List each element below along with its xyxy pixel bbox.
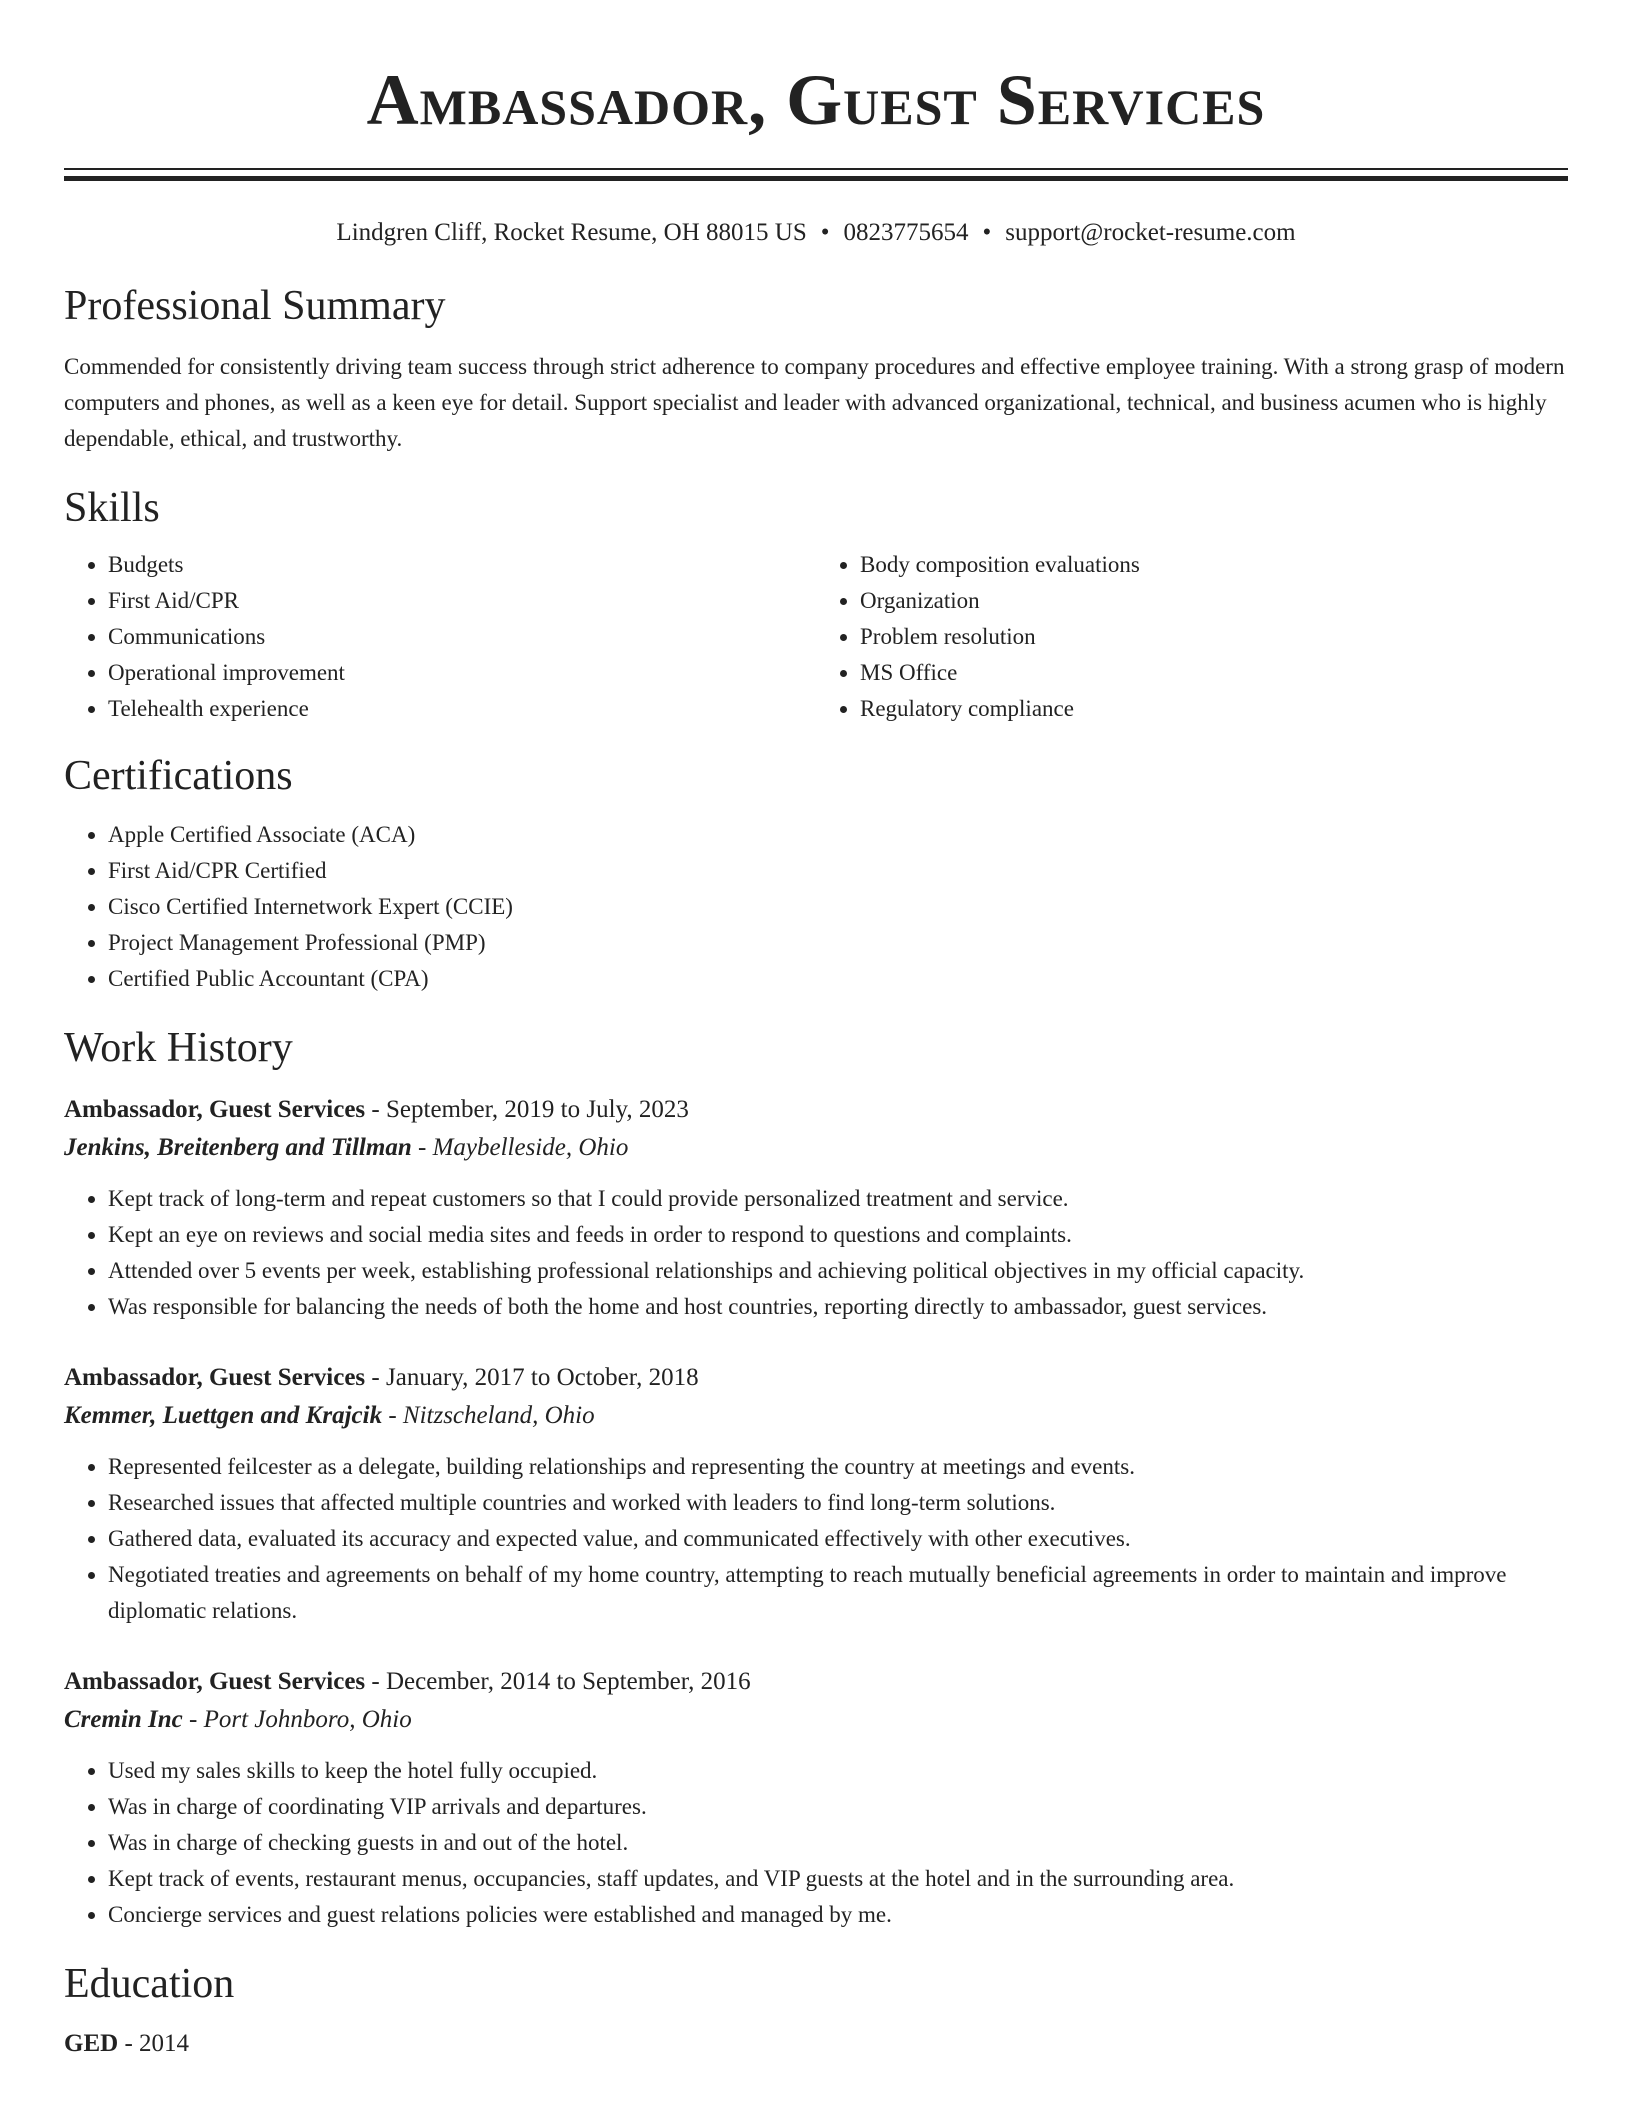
contact-address: Lindgren Cliff, Rocket Resume, OH 88015 US [336,219,807,246]
skill-item: • First Aid/CPR [108,583,816,619]
job-dash: - [365,1668,386,1695]
education-section [64,1959,1568,2063]
education-year: 2014 [139,2030,190,2057]
education-dash: - [118,2030,140,2057]
job-dash: - [365,1096,386,1123]
job-bullet: • Represented feilcester as a delegate, building relationships and representing the country at meetings and events. [108,1449,1568,1485]
job-dash: - [365,1364,386,1391]
job-header [64,1091,1568,1129]
job-header [64,1663,1568,1701]
skills-list-right [816,547,1568,727]
certifications-list [64,817,1568,997]
job-dash: - [382,1402,403,1429]
skill-item: • Regulatory compliance [860,691,1568,727]
job-company: Kemmer, Luettgen and Krajcik [64,1402,383,1429]
skills-list-left [64,547,816,727]
education-heading: Education [64,1961,235,2007]
education-entry [64,2025,1568,2063]
job-dates: December, 2014 to September, 2016 [386,1668,751,1695]
job-dates: January, 2017 to October, 2018 [386,1364,699,1391]
job-bullets [64,1181,1568,1325]
contact-separator: • [982,219,992,246]
skills-section [64,483,1568,727]
job-bullet: • Was in charge of coordinating VIP arrivals and departures. [108,1789,1568,1825]
job-employer [64,1701,1568,1739]
job-bullet: • Kept track of long-term and repeat customers so that I could provide personalized treatment and service. [108,1181,1568,1217]
job-bullet: • Concierge services and guest relations policies were established and managed by me. [108,1897,1568,1933]
certification-item: • Apple Certified Associate (ACA) [108,817,1568,853]
certification-item: • First Aid/CPR Certified [108,853,1568,889]
job-bullet: • Kept track of events, restaurant menus, occupancies, staff updates, and VIP guests at the hotel and in the surrounding area. [108,1861,1568,1897]
skills-heading: Skills [64,485,160,531]
job-dash: - [411,1134,433,1161]
skill-item: • Communications [108,619,816,655]
job-bullet: • Researched issues that affected multiple countries and worked with leaders to find long-term solutions. [108,1485,1568,1521]
summary-heading: Professional Summary [64,283,446,329]
skill-item: • Telehealth experience [108,691,816,727]
job-entry [64,1359,1568,1629]
job-bullet: • Used my sales skills to keep the hotel fully occupied. [108,1753,1568,1789]
header-rule-thin [64,168,1568,170]
certification-item: • Certified Public Accountant (CPA) [108,961,1568,997]
job-dash: - [182,1706,204,1733]
job-location: Port Johnboro, Ohio [203,1706,412,1733]
job-entry [64,1091,1568,1325]
skill-item: • Organization [860,583,1568,619]
job-bullet: • Attended over 5 events per week, establishing professional relationships and achieving political objectives in my official capacity. [108,1253,1568,1289]
resume-name: Ambassador, Guest Services [366,60,1266,140]
certifications-heading: Certifications [64,753,293,799]
job-location: Maybelleside, Ohio [432,1134,629,1161]
contact-separator: • [820,219,830,246]
skill-item: • MS Office [860,655,1568,691]
job-header [64,1359,1568,1397]
contact-phone: 0823775654 [843,219,969,246]
job-dates: September, 2019 to July, 2023 [386,1096,689,1123]
job-bullets [64,1449,1568,1629]
skill-item: • Budgets [108,547,816,583]
contact-line [64,215,1568,251]
summary-text: Commended for consistently driving team success through strict adherence to company procedures and effective employee training. With a strong grasp of modern computers and phones, as well as a keen eye for detail. Support specialist and leader with advanced organizational, technical, and business acumen who is highly dependable, ethical, and trustworthy. [64,354,1565,451]
summary-section [64,281,1568,457]
certification-item: • Project Management Professional (PMP) [108,925,1568,961]
header-rule-thick [64,176,1568,181]
skill-item: • Body composition evaluations [860,547,1568,583]
job-bullet: • Was in charge of checking guests in and out of the hotel. [108,1825,1568,1861]
skills-grid [64,547,1568,727]
work-history-section [64,1023,1568,1933]
job-bullet: • Was responsible for balancing the needs of both the home and host countries, reporting directly to ambassador, guest services. [108,1289,1568,1325]
job-bullet: • Negotiated treaties and agreements on behalf of my home country, attempting to reach mutually beneficial agreements in order to maintain and improve diplomatic relations. [108,1557,1568,1629]
work-history-heading: Work History [64,1025,293,1071]
job-company: Cremin Inc [64,1706,183,1733]
job-location: Nitzscheland, Ohio [402,1402,595,1429]
certifications-section [64,751,1568,997]
job-entry [64,1663,1568,1933]
job-bullet: • Gathered data, evaluated its accuracy and expected value, and communicated effectively with other executives. [108,1521,1568,1557]
job-title: Ambassador, Guest Services [64,1364,366,1391]
job-employer [64,1129,1568,1167]
skill-item: • Operational improvement [108,655,816,691]
job-bullet: • Kept an eye on reviews and social media sites and feeds in order to respond to questions and complaints. [108,1217,1568,1253]
job-company: Jenkins, Breitenberg and Tillman [64,1134,412,1161]
job-title: Ambassador, Guest Services [64,1096,366,1123]
job-bullets [64,1753,1568,1933]
skill-item: • Problem resolution [860,619,1568,655]
education-degree: GED [64,2030,119,2057]
contact-email: support@rocket-resume.com [1005,219,1296,246]
job-employer [64,1397,1568,1435]
certification-item: • Cisco Certified Internetwork Expert (CCIE) [108,889,1568,925]
job-title: Ambassador, Guest Services [64,1668,366,1695]
